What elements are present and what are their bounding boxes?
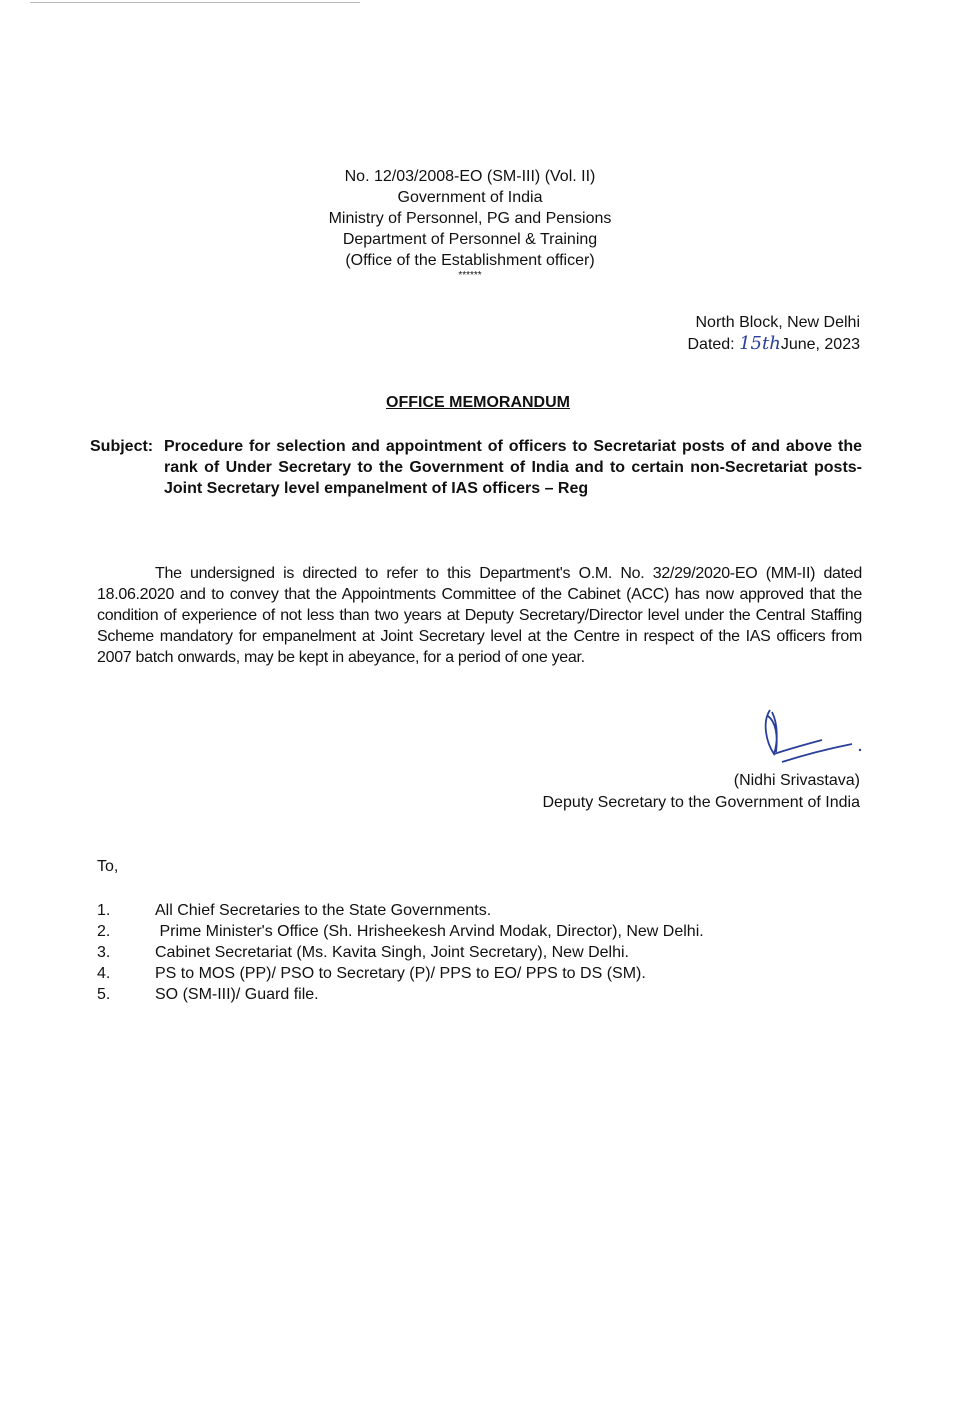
- government: Government of India: [397, 189, 543, 206]
- signatory-name: (Nidhi Srivastava): [733, 772, 860, 789]
- list-item: [97, 984, 704, 1005]
- item-number: 4.: [97, 965, 111, 982]
- file-number: No. 12/03/2008-EO (SM-III) (Vol. II): [344, 168, 596, 185]
- memo-body: The undersigned is directed to refer to this Department's O.M. No. 32/29/2020-EO (MM-II) dated 18.06.2020 and to convey that the Appointments Committee of the Cabinet (ACC) has now approved that the condition of experience of not less than two years at Deputy Secretary/Director level under the Central Staffing Scheme mandatory for empanelment at Joint Secretary level at the Centre in respect of the IAS officers from 2007 batch onwards, may be kept in abeyance, for a period of one year.: [97, 565, 862, 666]
- date-rest: June, 2023: [780, 336, 860, 353]
- place-date: [687, 312, 860, 355]
- office: (Office of the Establishment officer): [345, 252, 595, 269]
- subject: [90, 436, 862, 499]
- separator-stars: ******: [458, 270, 482, 281]
- item-text: All Chief Secretaries to the State Governments.: [155, 902, 492, 919]
- item-number: 3.: [97, 944, 111, 961]
- recipient-list: [97, 900, 704, 1005]
- subject-label: Subject:: [90, 438, 154, 455]
- letterhead: [250, 166, 690, 281]
- signatory: [543, 770, 861, 814]
- scan-edge-line: [30, 2, 360, 3]
- list-item: [97, 921, 704, 942]
- date-label: Dated:: [687, 336, 735, 353]
- department: Department of Personnel & Training: [342, 231, 598, 248]
- list-item: [97, 963, 704, 984]
- item-number: 2.: [97, 923, 111, 940]
- ministry: Ministry of Personnel, PG and Pensions: [328, 210, 612, 227]
- memo-title: OFFICE MEMORANDUM: [386, 394, 570, 411]
- item-text: SO (SM-III)/ Guard file.: [155, 986, 319, 1003]
- signatory-designation: Deputy Secretary to the Government of India: [542, 794, 860, 811]
- handwritten-day: 15th: [739, 333, 781, 354]
- list-item: [97, 942, 704, 963]
- subject-text: Procedure for selection and appointment of officers to Secretariat posts of and above the rank of Under Secretary to the Government of India and to certain non-Secretariat posts- Joint Secretary level empanelment of IAS officers – Reg: [164, 438, 862, 497]
- signature: [752, 702, 862, 777]
- item-text: Prime Minister's Office (Sh. Hrisheekesh Arvind Modak, Director), New Delhi.: [155, 923, 704, 940]
- date: [687, 333, 860, 355]
- item-number: 5.: [97, 986, 111, 1003]
- to-label: To,: [97, 858, 119, 875]
- item-number: 1.: [97, 902, 111, 919]
- item-text: PS to MOS (PP)/ PSO to Secretary (P)/ PPS to EO/ PPS to DS (SM).: [155, 965, 646, 982]
- list-item: [97, 900, 704, 921]
- item-text: Cabinet Secretariat (Ms. Kavita Singh, Joint Secretary), New Delhi.: [155, 944, 629, 961]
- place: North Block, New Delhi: [695, 314, 860, 331]
